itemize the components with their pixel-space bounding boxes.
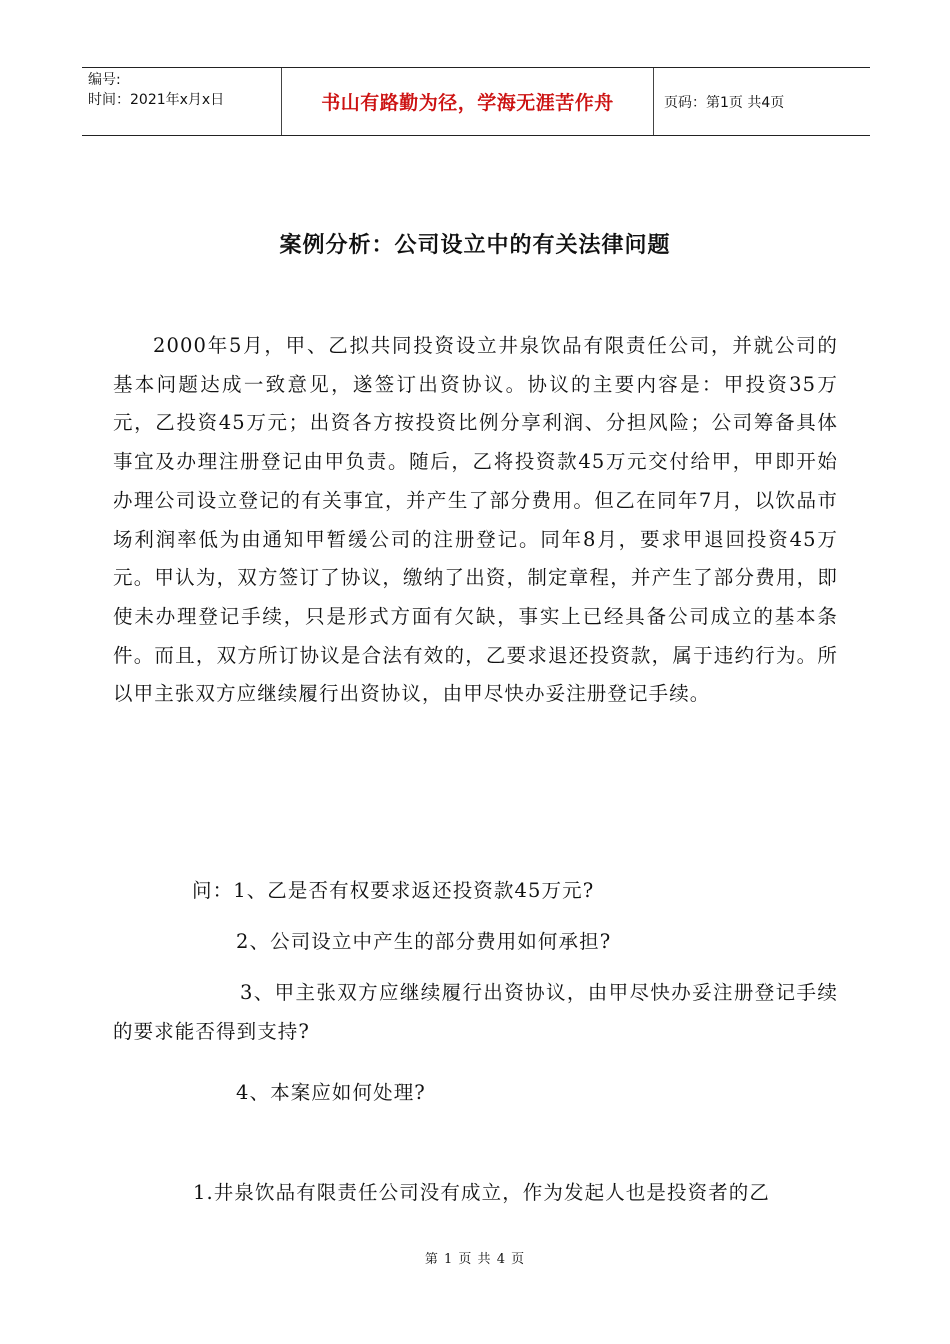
document-title: 案例分析：公司设立中的有关法律问题 (279, 233, 671, 258)
question-4: 4、本案应如何处理? (236, 1081, 426, 1104)
header-motto-cell (282, 68, 654, 135)
motto-text: 书山有路勤为径，学海无涯苦作舟 (321, 92, 614, 114)
header-meta-cell (82, 68, 282, 135)
case-paragraph: 2000年5月，甲、乙拟共同投资设立井泉饮品有限责任公司，并就公司的基本问题达成一致意见，遂签订出资协议。协议的主要内容是：甲投资35万元，乙投资45万元；出资各方按投资比例分享利润、分担风险；公司筹备具体事宜及办理注册登记由甲负责。随后，乙将投资款45万元交付给甲，甲即开始办理公司设立登记的有关事宜，并产生了部分费用。但乙在同年7月，以饮品市场利润率低为由通知甲暂缓公司的注册登记。同年8月，要求甲退回投资45万元。甲认为，双方签订了协议，缴纳了出资，制定章程，并产生了部分费用，即使未办理登记手续，只是形式方面有欠缺，事实上已经具备公司成立的基本条件。而且，双方所订协议是合法有效的，乙要求退还投资款，属于违约行为。所以甲主张双方应继续履行出资协议，由甲尽快办妥注册登记手续。 (113, 334, 838, 706)
case-body (113, 327, 838, 714)
header-page-cell (654, 68, 870, 135)
header-table (82, 67, 870, 136)
page-footer: 第 1 页 共 4 页 (424, 1252, 526, 1267)
page-label: 页码：第1页 共4页 (664, 94, 785, 111)
question-3: 3、甲主张双方应继续履行出资协议，由甲尽快办妥注册登记手续的要求能否得到支持? (113, 981, 838, 1043)
question-2: 2、公司设立中产生的部分费用如何承担? (236, 930, 612, 953)
number-label: 编号: (88, 72, 121, 88)
time-label: 时间：2021年x月x日 (88, 92, 225, 108)
question-1: 问：1、乙是否有权要求返还投资款45万元? (192, 879, 595, 902)
answer-paragraph: 1.井泉饮品有限责任公司没有成立，作为发起人也是投资者的乙 (193, 1181, 771, 1204)
